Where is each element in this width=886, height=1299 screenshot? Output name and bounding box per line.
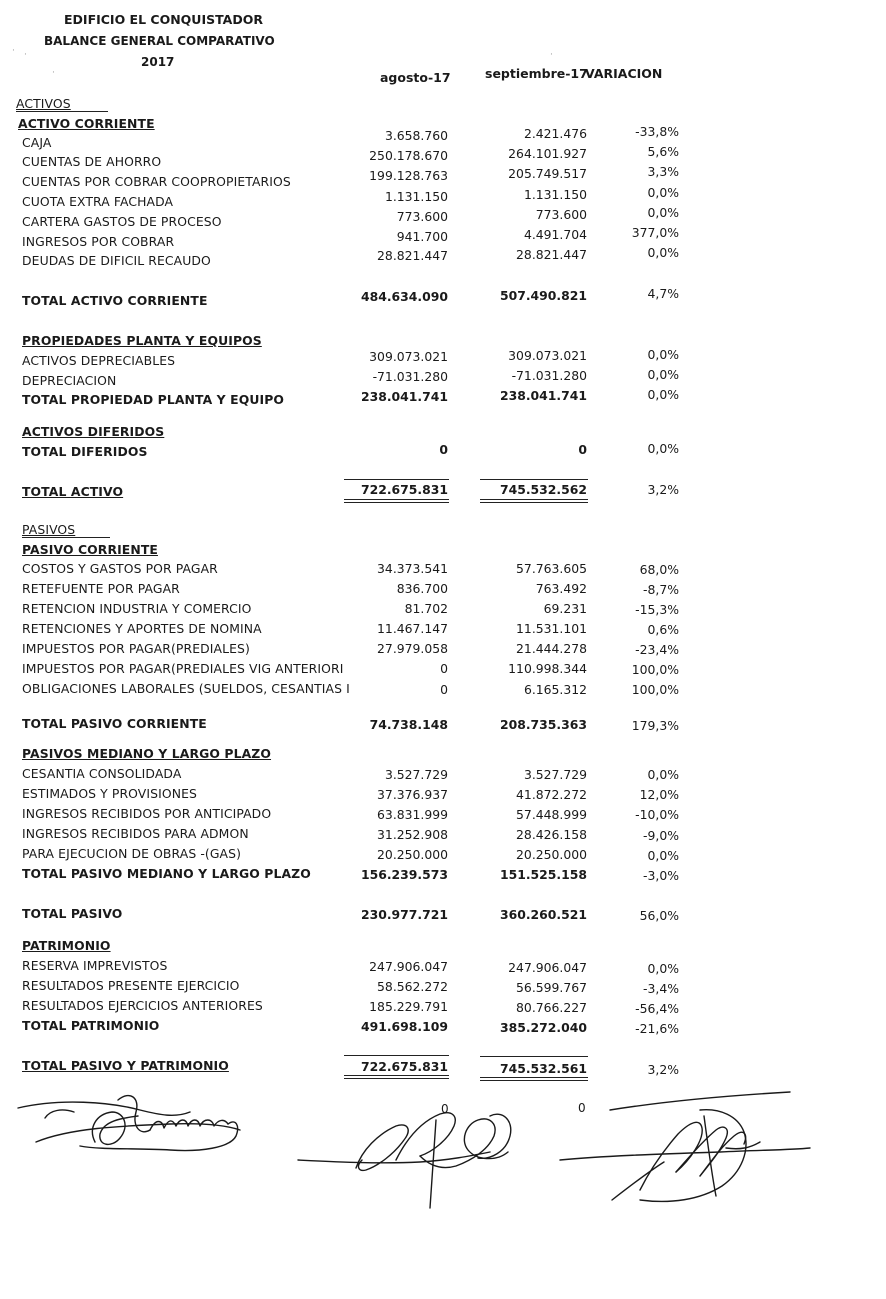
value-variation: 179,3% (631, 718, 679, 733)
column-header-august: agosto-17 (380, 70, 451, 85)
value-september: 21.444.278 (516, 641, 587, 656)
value-variation: 100,0% (631, 662, 679, 677)
value-variation: -9,0% (643, 828, 679, 843)
row-label: INGRESOS RECIBIDOS PARA ADMON (22, 826, 249, 841)
value-august: 58.562.272 (377, 979, 448, 994)
value-september: 57.448.999 (516, 807, 587, 822)
row-label: RESERVA IMPREVISTOS (22, 958, 168, 973)
section-activo-corriente: ACTIVO CORRIENTE (18, 116, 155, 131)
value-variation: 0,0% (647, 347, 679, 362)
value-august: 238.041.741 (360, 389, 448, 404)
value-august: 11.467.147 (377, 621, 448, 636)
total-activo-label: TOTAL ACTIVO (22, 484, 124, 499)
value-august: 34.373.541 (377, 561, 448, 576)
row-label: CAJA (22, 135, 52, 150)
signature-mark-zero: 0 (578, 1101, 586, 1115)
section-diferidos: ACTIVOS DIFERIDOS (22, 424, 165, 439)
value-august: 722.675.831 (360, 1059, 448, 1074)
value-variation: 377,0% (631, 225, 679, 240)
row-label: RETENCION INDUSTRIA Y COMERCIO (22, 601, 252, 616)
value-august: 1.131.150 (384, 189, 448, 204)
total-ppe-label: TOTAL PROPIEDAD PLANTA Y EQUIPO (22, 392, 285, 407)
row-label: COSTOS Y GASTOS POR PAGAR (22, 561, 218, 576)
value-september: 205.749.517 (508, 166, 587, 181)
value-august: 773.600 (396, 209, 448, 224)
section-ppe: PROPIEDADES PLANTA Y EQUIPOS (22, 333, 262, 348)
value-september: 360.260.521 (499, 907, 587, 922)
value-september: 110.998.344 (508, 661, 587, 676)
value-variation: 0,0% (647, 848, 679, 863)
section-pasivo-largo-plazo: PASIVOS MEDIANO Y LARGO PLAZO (22, 746, 272, 761)
value-variation: 100,0% (631, 682, 679, 697)
document-subtitle: BALANCE GENERAL COMPARATIVO (44, 34, 275, 48)
row-label: CUENTAS POR COBRAR COOPROPIETARIOS (22, 174, 291, 189)
value-august: 185.229.791 (369, 999, 448, 1014)
value-september: 773.600 (535, 207, 587, 222)
value-september: 6.165.312 (523, 682, 587, 697)
column-header-september: septiembre-17 (485, 66, 588, 81)
value-september: 309.073.021 (508, 348, 587, 363)
total-diferidos-label: TOTAL DIFERIDOS (22, 444, 148, 459)
value-august: 3.658.760 (384, 128, 448, 143)
value-variation: 4,7% (647, 286, 679, 301)
value-august: 941.700 (396, 229, 448, 244)
value-august: 37.376.937 (377, 787, 448, 802)
document-title: EDIFICIO EL CONQUISTADOR (64, 12, 263, 27)
row-label: DEUDAS DE DIFICIL RECAUDO (22, 253, 211, 268)
value-variation: 0,0% (647, 387, 679, 402)
signature-2 (298, 1113, 511, 1208)
value-variation: 0,0% (647, 367, 679, 382)
value-august: 250.178.670 (369, 148, 448, 163)
value-september: 264.101.927 (508, 146, 587, 161)
value-september: 1.131.150 (523, 187, 587, 202)
value-variation: -8,7% (643, 582, 679, 597)
value-variation: -56,4% (635, 1001, 679, 1016)
value-variation: 68,0% (639, 562, 679, 577)
row-label: ESTIMADOS Y PROVISIONES (22, 786, 197, 801)
value-august: 247.906.047 (369, 959, 448, 974)
value-variation: 0,0% (647, 205, 679, 220)
value-august: 156.239.573 (360, 867, 448, 882)
value-september: 41.872.272 (516, 787, 587, 802)
value-september: 745.532.562 (499, 482, 587, 497)
value-august: 81.702 (404, 601, 448, 616)
value-variation: 56,0% (639, 908, 679, 923)
row-label: CUENTAS DE AHORRO (22, 154, 162, 169)
row-label: RESULTADOS PRESENTE EJERCICIO (22, 978, 240, 993)
value-september: 80.766.227 (516, 1000, 587, 1015)
section-pasivo-corriente: PASIVO CORRIENTE (22, 542, 158, 557)
value-september: 4.491.704 (523, 227, 587, 242)
value-variation: 0,0% (647, 245, 679, 260)
value-august: 722.675.831 (360, 482, 448, 497)
column-header-variation: VARIACION (585, 66, 663, 81)
signature-3 (560, 1092, 810, 1201)
row-label: INGRESOS POR COBRAR (22, 234, 175, 249)
value-august: 199.128.763 (369, 168, 448, 183)
scan-speck: · (24, 50, 27, 60)
value-august: 63.831.999 (377, 807, 448, 822)
total-activo-corriente-label: TOTAL ACTIVO CORRIENTE (22, 293, 208, 308)
value-august: 20.250.000 (377, 847, 448, 862)
value-september: 247.906.047 (508, 960, 587, 975)
value-variation: 12,0% (639, 787, 679, 802)
section-pasivos: PASIVOS (22, 522, 76, 537)
value-september: 763.492 (535, 581, 587, 596)
value-september: 56.599.767 (516, 980, 587, 995)
value-variation: 5,6% (647, 144, 679, 159)
value-august: 31.252.908 (377, 827, 448, 842)
value-variation: 0,0% (647, 441, 679, 456)
value-variation: -33,8% (635, 124, 679, 139)
value-variation: 3,3% (647, 164, 679, 179)
row-label: CUOTA EXTRA FACHADA (22, 194, 174, 209)
value-variation: 0,0% (647, 961, 679, 976)
value-variation: 0,0% (647, 767, 679, 782)
value-august: 0 (440, 661, 448, 676)
value-september: 20.250.000 (516, 847, 587, 862)
value-august: -71.031.280 (372, 369, 448, 384)
total-pasivo-patrimonio-label: TOTAL PASIVO Y PATRIMONIO (22, 1058, 229, 1073)
value-variation: 3,2% (647, 1062, 679, 1077)
value-variation: -15,3% (635, 602, 679, 617)
document-year: 2017 (141, 55, 175, 69)
value-august: 28.821.447 (377, 248, 448, 263)
value-september: 28.821.447 (516, 247, 587, 262)
value-variation: -23,4% (635, 642, 679, 657)
value-variation: -10,0% (635, 807, 679, 822)
scan-speck: · (52, 68, 55, 78)
value-september: 57.763.605 (516, 561, 587, 576)
signature-mark-zero: 0 (441, 1102, 449, 1116)
value-september: 69.231 (543, 601, 587, 616)
value-september: 208.735.363 (499, 717, 587, 732)
value-august: 230.977.721 (360, 907, 448, 922)
value-variation: 3,2% (647, 482, 679, 497)
row-label: DEPRECIACION (22, 373, 117, 388)
row-label: CESANTIA CONSOLIDADA (22, 766, 182, 781)
value-september: -71.031.280 (511, 368, 587, 383)
row-label: RETEFUENTE POR PAGAR (22, 581, 180, 596)
value-variation: 0,6% (647, 622, 679, 637)
value-september: 507.490.821 (499, 288, 587, 303)
value-august: 836.700 (396, 581, 448, 596)
value-variation: -21,6% (635, 1021, 679, 1036)
row-label: IMPUESTOS POR PAGAR(PREDIALES VIG ANTERIORI (22, 661, 344, 676)
value-august: 309.073.021 (369, 349, 448, 364)
value-september: 11.531.101 (516, 621, 587, 636)
total-patrimonio-label: TOTAL PATRIMONIO (22, 1018, 160, 1033)
value-september: 151.525.158 (499, 867, 587, 882)
value-september: 28.426.158 (516, 827, 587, 842)
value-september: 2.421.476 (523, 126, 587, 141)
value-august: 0 (439, 442, 448, 457)
row-label: IMPUESTOS POR PAGAR(PREDIALES) (22, 641, 250, 656)
row-label: CARTERA GASTOS DE PROCESO (22, 214, 222, 229)
total-pasivo-largo-label: TOTAL PASIVO MEDIANO Y LARGO PLAZO (22, 866, 311, 881)
row-label: PARA EJECUCION DE OBRAS -(GAS) (22, 846, 242, 861)
row-label: RESULTADOS EJERCICIOS ANTERIORES (22, 998, 263, 1013)
value-august: 3.527.729 (384, 767, 448, 782)
value-september: 238.041.741 (499, 388, 587, 403)
signature-1 (18, 1096, 240, 1151)
row-label: OBLIGACIONES LABORALES (SUELDOS, CESANTIAS I (22, 681, 350, 696)
section-activos: ACTIVOS (16, 96, 71, 111)
value-september: 3.527.729 (523, 767, 587, 782)
total-pasivo-corriente-label: TOTAL PASIVO CORRIENTE (22, 716, 207, 731)
value-september: 385.272.040 (499, 1020, 587, 1035)
value-variation: -3,4% (643, 981, 679, 996)
value-august: 0 (440, 682, 448, 697)
scan-speck: · (12, 46, 15, 56)
value-august: 27.979.058 (377, 641, 448, 656)
value-variation: 0,0% (647, 185, 679, 200)
value-august: 74.738.148 (369, 717, 448, 732)
row-label: ACTIVOS DEPRECIABLES (22, 353, 176, 368)
row-label: RETENCIONES Y APORTES DE NOMINA (22, 621, 262, 636)
value-august: 484.634.090 (360, 289, 448, 304)
total-pasivo-label: TOTAL PASIVO (22, 906, 123, 921)
value-august: 491.698.109 (360, 1019, 448, 1034)
value-september: 745.532.561 (499, 1061, 587, 1076)
scan-speck: · (550, 50, 553, 60)
value-variation: -3,0% (643, 868, 679, 883)
section-patrimonio: PATRIMONIO (22, 938, 111, 953)
row-label: INGRESOS RECIBIDOS POR ANTICIPADO (22, 806, 272, 821)
value-september: 0 (578, 442, 587, 457)
